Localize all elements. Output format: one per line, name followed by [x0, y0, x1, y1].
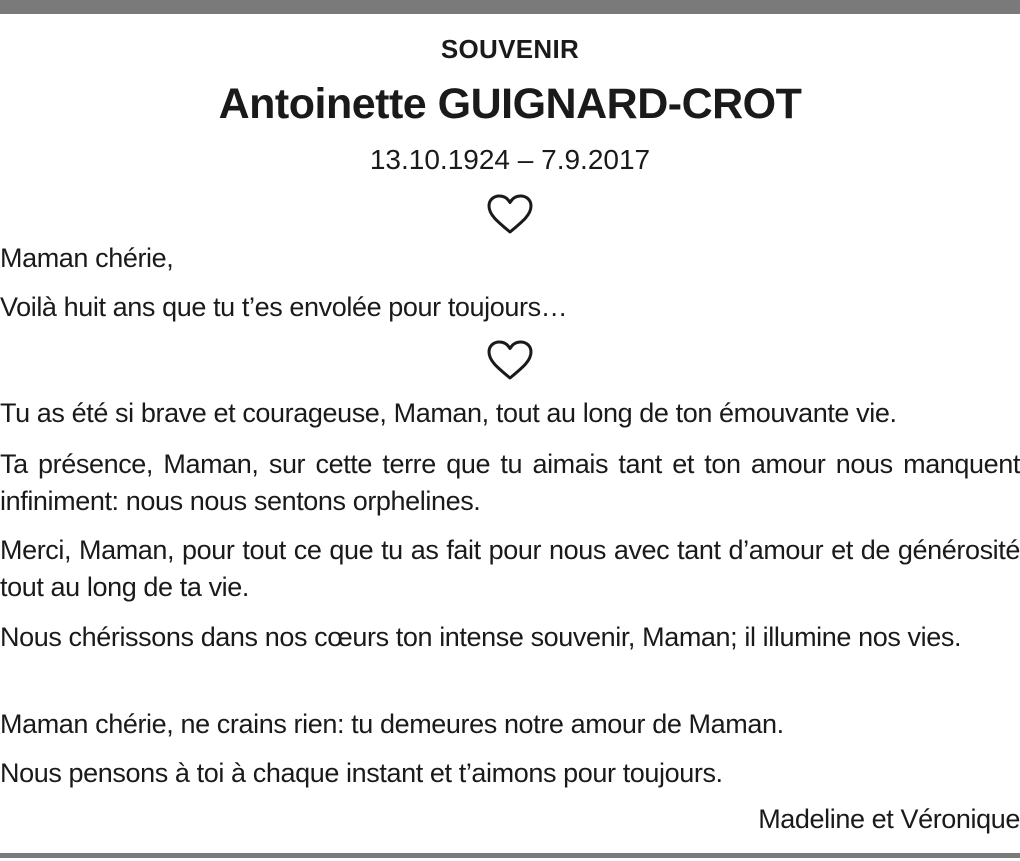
tribute-paragraph: Merci, Maman, pour tout ce que tu as fait pour nous avec tant d’amour et de générosité tout au long de ta vie.	[0, 535, 1020, 602]
bottom-rule	[0, 853, 1020, 858]
tribute-paragraph: Nous pensons à toi à chaque instant et t’aimons pour toujours.	[0, 758, 723, 788]
tribute-paragraph: Maman chérie, ne crains rien: tu demeures notre amour de Maman.	[0, 709, 784, 739]
tribute-paragraph: Ta présence, Maman, sur cette terre que tu aimais tant et ton amour nous manquent infiniment: nous nous sentons orphelines.	[0, 449, 1020, 516]
deceased-name: Antoinette GUIGNARD-CROT	[218, 80, 802, 128]
notice-kicker: SOUVENIR	[440, 34, 580, 64]
life-dates: 13.10.1924 – 7.9.2017	[369, 144, 651, 175]
top-rule	[0, 0, 1020, 14]
tribute-paragraph: Nous chérissons dans nos cœurs ton intense souvenir, Maman; il illumine nos vies.	[0, 622, 962, 652]
heart-icon	[486, 193, 534, 235]
heart-icon	[486, 339, 534, 381]
tribute-paragraph: Tu as été si brave et courageuse, Maman, tout au long de ton émouvante vie.	[0, 398, 897, 428]
greeting: Maman chérie,	[0, 243, 174, 273]
signature: Madeline et Véronique	[758, 804, 1020, 834]
message-line: Voilà huit ans que tu t’es envolée pour toujours…	[0, 292, 568, 322]
